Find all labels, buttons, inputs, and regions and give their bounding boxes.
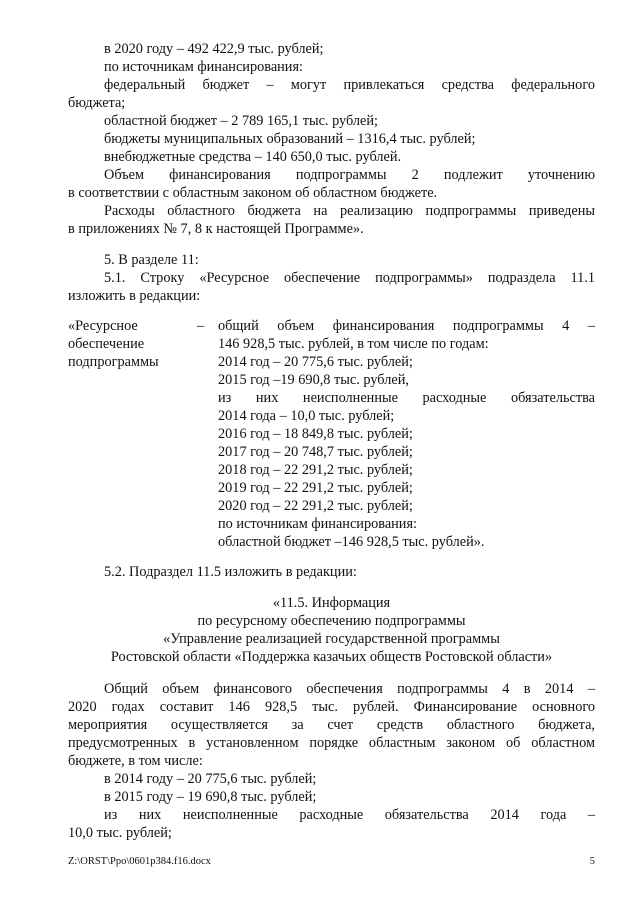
paragraph: 5.2. Подраздел 11.5 изложить в редакции:	[104, 564, 357, 580]
table-value: областной бюджет –146 928,5 тыс. рублей».	[218, 534, 485, 550]
paragraph: бюджета;	[68, 95, 126, 111]
table-value: 2014 год – 20 775,6 тыс. рублей;	[218, 354, 413, 370]
subsection-title: «11.5. Информация	[272, 595, 391, 611]
paragraph: по источникам финансирования:	[104, 59, 304, 75]
paragraph: Объем финансирования подпрограммы 2 подлежит уточнению	[104, 167, 595, 183]
page-number: 5	[589, 856, 595, 867]
paragraph: Общий объем финансового обеспечения подпрограммы 4 в 2014 –	[104, 681, 595, 697]
paragraph: в приложениях № 7, 8 к настоящей Программе».	[68, 221, 364, 237]
table-value: из них неисполненные расходные обязательства	[218, 390, 595, 406]
section-heading: 5. В разделе 11:	[104, 252, 199, 268]
paragraph: областной бюджет – 2 789 165,1 тыс. рублей;	[104, 113, 379, 129]
paragraph: федеральный бюджет – могут привлекаться средства федерального	[104, 77, 595, 93]
table-value: 2020 год – 22 291,2 тыс. рублей;	[218, 498, 413, 514]
table-dash: –	[197, 318, 205, 334]
paragraph: в 2015 году – 19 690,8 тыс. рублей;	[104, 789, 317, 805]
subsection-title: «Управление реализацией государственной программы	[163, 631, 500, 647]
table-label: обеспечение	[68, 336, 145, 352]
paragraph: 10,0 тыс. рублей;	[68, 825, 172, 841]
paragraph: внебюджетные средства – 140 650,0 тыс. рублей.	[104, 149, 402, 165]
table-label: «Ресурсное	[68, 318, 138, 334]
subsection-title: Ростовской области «Поддержка казачьих обществ Ростовской области»	[110, 649, 553, 665]
paragraph: 5.1. Строку «Ресурсное обеспечение подпрограммы» подраздела 11.1	[104, 270, 595, 286]
table-value: по источникам финансирования:	[218, 516, 418, 532]
paragraph: бюджете, в том числе:	[68, 753, 203, 769]
paragraph: в 2014 году – 20 775,6 тыс. рублей;	[104, 771, 317, 787]
table-value: 2018 год – 22 291,2 тыс. рублей;	[218, 462, 413, 478]
paragraph: бюджеты муниципальных образований – 1316,4 тыс. рублей;	[104, 131, 476, 147]
paragraph: в 2020 году – 492 422,9 тыс. рублей;	[104, 41, 324, 57]
table-value: 2016 год – 18 849,8 тыс. рублей;	[218, 426, 413, 442]
table-value: общий объем финансирования подпрограммы 4 –	[218, 318, 595, 334]
paragraph: изложить в редакции:	[68, 288, 201, 304]
table-value: 2014 года – 10,0 тыс. рублей;	[218, 408, 395, 424]
paragraph: 2020 годах составит 146 928,5 тыс. рублей. Финансирование основного	[68, 699, 595, 715]
table-value: 2017 год – 20 748,7 тыс. рублей;	[218, 444, 413, 460]
table-value: 146 928,5 тыс. рублей, в том числе по годам:	[218, 336, 489, 352]
paragraph: предусмотренных в установленном порядке областным законом об областном	[68, 735, 595, 751]
table-value: 2019 год – 22 291,2 тыс. рублей;	[218, 480, 413, 496]
paragraph: Расходы областного бюджета на реализацию подпрограммы приведены	[104, 203, 595, 219]
subsection-title: по ресурсному обеспечению подпрограммы	[197, 613, 466, 629]
table-value: 2015 год –19 690,8 тыс. рублей,	[218, 372, 409, 388]
footer-file-path: Z:\ORST\Ppo\0601p384.f16.docx	[68, 856, 211, 867]
table-label: подпрограммы	[68, 354, 159, 370]
paragraph: из них неисполненные расходные обязательства 2014 года –	[104, 807, 595, 823]
paragraph: мероприятия осуществляется за счет средств областного бюджета,	[68, 717, 595, 733]
paragraph: в соответствии с областным законом об областном бюджете.	[68, 185, 438, 201]
